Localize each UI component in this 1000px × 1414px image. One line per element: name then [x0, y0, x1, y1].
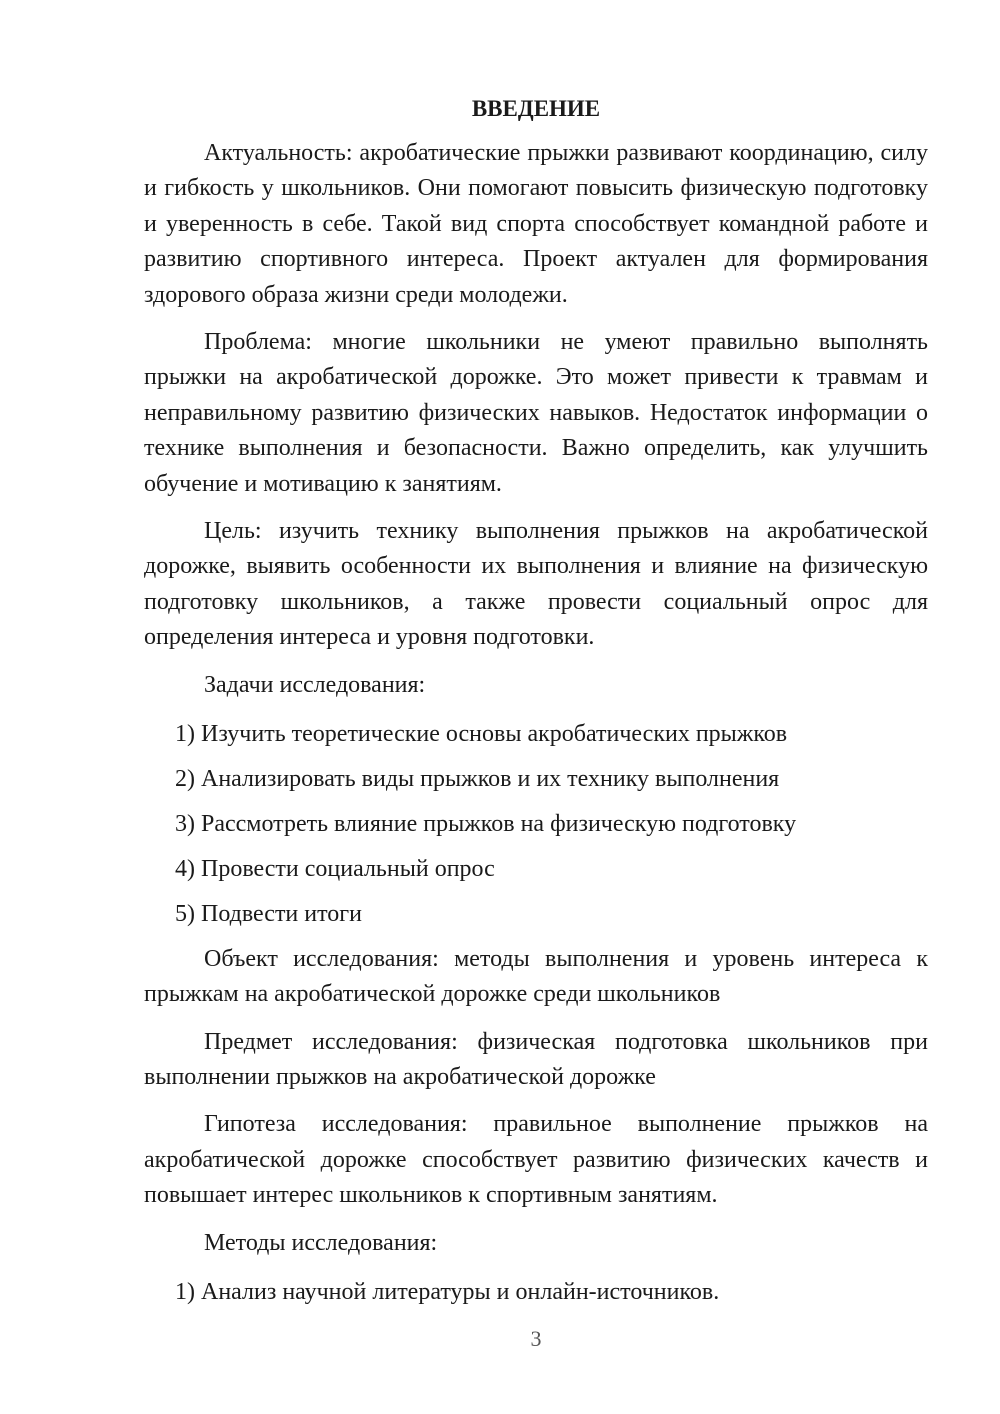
relevance-paragraph: Актуальность: акробатические прыжки развивают координацию, силу и гибкость у школьников. Они помогают повысить физическую подготовку и уверенность в себе. Такой вид спорта способствует командной работе и развитию спортивного интереса. Проект актуален для формирования здорового образа жизни среди молодежи.: [144, 140, 928, 308]
subject-paragraph: Предмет исследования: физическая подготовка школьников при выполнении прыжков на акробатической дорожке: [144, 1028, 928, 1090]
tasks-label: Задачи исследования:: [204, 671, 426, 698]
list-item: 1) Изучить теоретические основы акробатических прыжков: [175, 720, 788, 747]
list-item: 3) Рассмотреть влияние прыжков на физическую подготовку: [175, 810, 797, 837]
object-paragraph: Объект исследования: методы выполнения и уровень интереса к прыжкам на акробатической дорожке среди школьников: [144, 945, 928, 1008]
list-item: 2) Анализировать виды прыжков и их технику выполнения: [175, 765, 780, 792]
page-title: ВВЕДЕНИЕ: [471, 96, 601, 121]
list-item: 5) Подвести итоги: [175, 900, 362, 927]
tasks-list: [144, 717, 928, 932]
problem-paragraph: Проблема: многие школьники не умеют правильно выполнять прыжки на акробатической дорожке. Это может привести к травмам и неправильному развитию физических навыков. Недостаток информации о технике выполнения и безопасности. Важно определить, как улучшить обучение и мотивацию к занятиям.: [144, 329, 928, 497]
page-content: [144, 92, 928, 1322]
methods-label: Методы исследования:: [204, 1229, 438, 1256]
methods-list: [144, 1275, 928, 1310]
hypothesis-paragraph: Гипотеза исследования: правильное выполнение прыжков на акробатической дорожке способствует развитию физических качеств и повышает интерес школьников к спортивным занятиям.: [144, 1111, 928, 1209]
goal-paragraph: Цель: изучить технику выполнения прыжков на акробатической дорожке, выявить особенности их выполнения и влияние на физическую подготовку школьников, а также провести социальный опрос для определения интереса и уровня подготовки.: [144, 518, 928, 651]
page-number: 3: [530, 1326, 542, 1351]
list-item: 4) Провести социальный опрос: [175, 855, 495, 882]
list-item: 1) Анализ научной литературы и онлайн-источников.: [175, 1278, 720, 1305]
